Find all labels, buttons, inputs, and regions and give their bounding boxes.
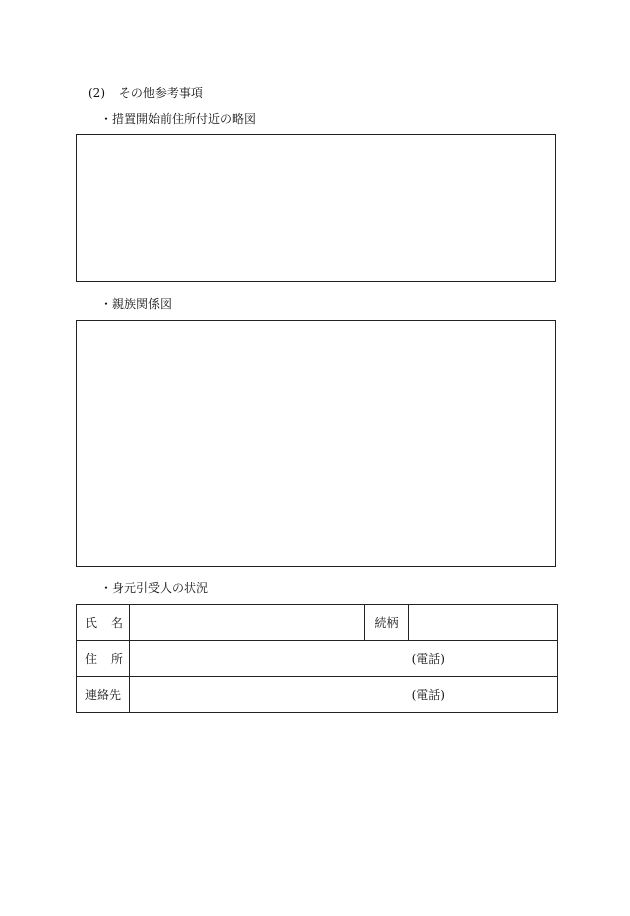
guardian-label: ・身元引受人の状況 xyxy=(100,581,209,595)
section-number: (2) xyxy=(88,86,105,100)
contact-field[interactable] xyxy=(130,677,558,713)
map-sketch-box[interactable] xyxy=(76,134,556,282)
relationship-label: 続柄 xyxy=(365,605,409,641)
name-label-1: 氏 xyxy=(85,616,98,630)
guardian-row-name xyxy=(77,605,558,641)
name-label-2: 名 xyxy=(110,616,123,630)
name-field[interactable] xyxy=(130,605,365,641)
guardian-row-address xyxy=(77,641,558,677)
address-label-cell xyxy=(77,641,130,677)
address-label-1: 住 xyxy=(85,652,98,666)
relationship-field[interactable] xyxy=(409,605,558,641)
section-title: その他参考事項 xyxy=(118,86,203,100)
map-label: ・措置開始前住所付近の略図 xyxy=(100,112,257,126)
contact-label: 連絡先 xyxy=(77,677,130,713)
address-field[interactable] xyxy=(130,641,558,677)
address-label-2: 所 xyxy=(110,652,123,666)
family-diagram-box[interactable] xyxy=(76,320,556,567)
guardian-row-contact xyxy=(77,677,558,713)
address-phone-label: (電話) xyxy=(411,652,445,666)
contact-phone-label: (電話) xyxy=(411,688,445,702)
section-heading xyxy=(88,84,203,101)
guardian-table xyxy=(76,604,558,713)
family-label: ・親族関係図 xyxy=(100,297,173,311)
name-label-cell xyxy=(77,605,130,641)
